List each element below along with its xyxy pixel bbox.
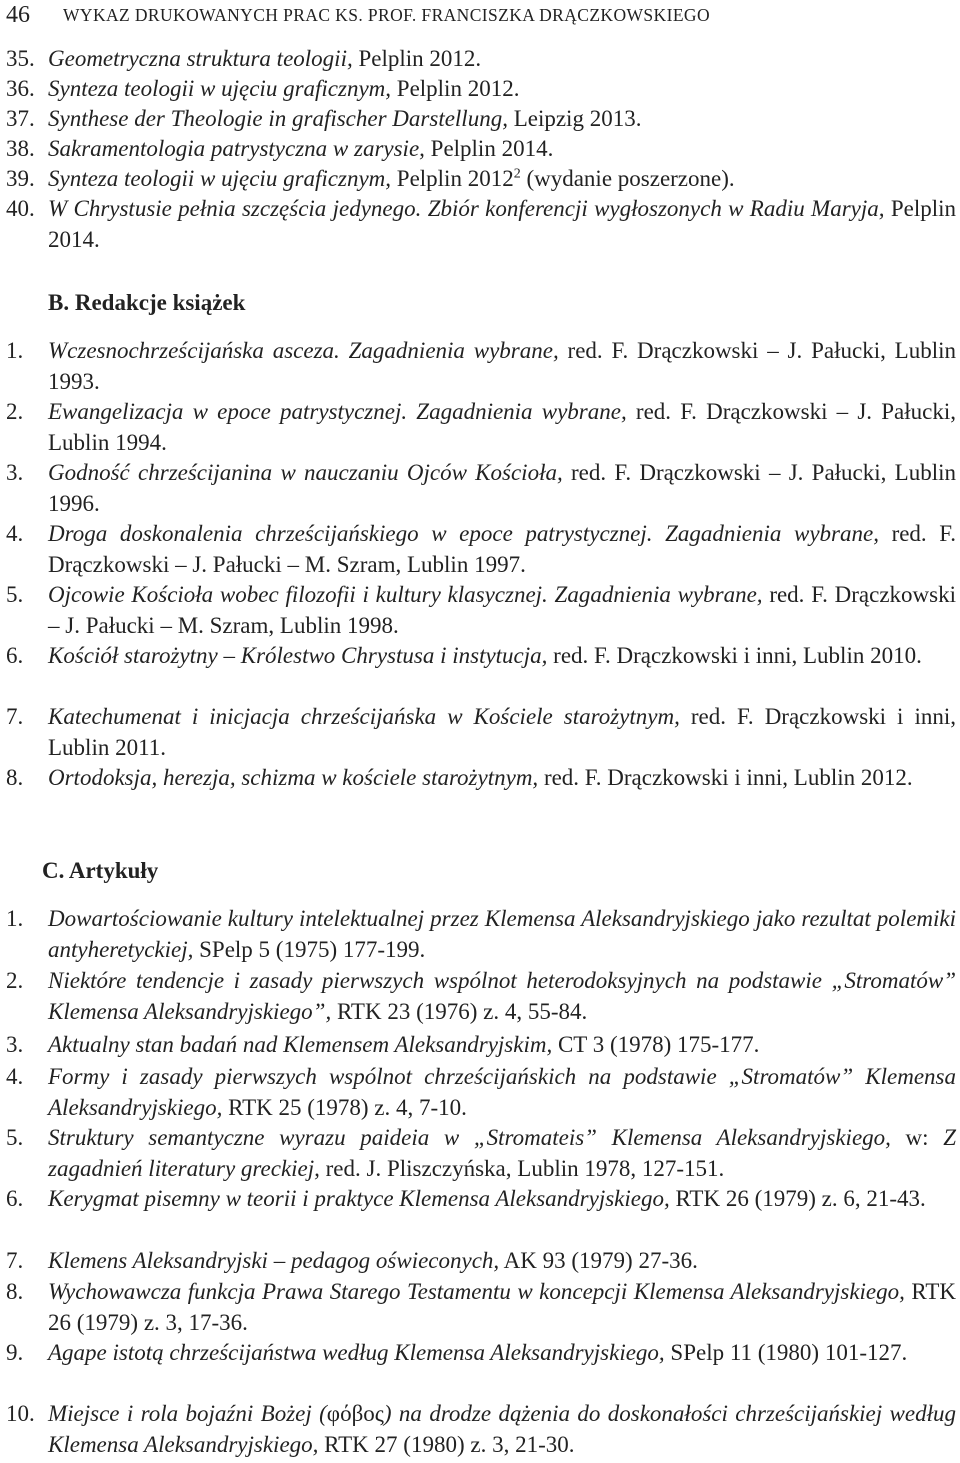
list-item: 35. Geometryczna struktura teologii, Pelplin 2012. [6, 46, 482, 71]
list-item: 2. Ewangelizacja w epoce patrystycznej. Zagadnienia wybrane, red. F. Drączkowski – J. Pałucki, Lublin 1994. [6, 399, 956, 455]
list-item: 40. W Chrystusie pełnia szczęścia jedynego. Zbiór konferencji wygłoszonych w Radiu Maryja, Pelplin 2014. [6, 196, 957, 252]
page-header [6, 0, 710, 30]
list-item: 8. Ortodoksja, herezja, schizma w kościele starożytnym, red. F. Drączkowski i inni, Lublin 2012. [6, 765, 913, 790]
section-heading-c: C. Artykuły [42, 858, 159, 883]
running-title: WYKAZ DRUKOWANYCH PRAC KS. PROF. FRANCISZKA DRĄCZKOWSKIEGO [63, 4, 710, 25]
list-item: 36. Synteza teologii w ujęciu graficznym, Pelplin 2012. [6, 76, 520, 101]
page-number: 46 [6, 1, 30, 28]
list-item: 37. Synthese der Theologie in grafischer Darstellung, Leipzig 2013. [6, 106, 642, 131]
list-item: 5. Ojcowie Kościoła wobec filozofii i kultury klasycznej. Zagadnienia wybrane, red. F. Drączkowski – J. Pałucki – M. Szram, Lublin 1998. [6, 582, 956, 638]
list-item: 1. Wczesnochrześcijańska asceza. Zagadnienia wybrane, red. F. Drączkowski – J. Pałucki, Lublin 1993. [6, 338, 957, 394]
list-item: 5. Struktury semantyczne wyrazu paideia w „Stromateis” Klemensa Aleksandryjskiego, w: Z zagadnień literatury greckiej, red. J. Pliszczyńska, Lublin 1978, 127-151. [6, 1125, 956, 1181]
list-item: 6. Kościół starożytny – Królestwo Chrystusa i instytucja, red. F. Drączkowski i inni, Lublin 2010. [6, 643, 922, 668]
list-item: 8. Wychowawcza funkcja Prawa Starego Testamentu w koncepcji Klemensa Aleksandryjskiego, RTK 26 (1979) z. 3, 17-36. [6, 1279, 957, 1335]
list-item: 6. Kerygmat pisemny w teorii i praktyce Klemensa Aleksandryjskiego, RTK 26 (1979) z. 6, 21-43. [6, 1186, 926, 1211]
list-item: 3. Aktualny stan badań nad Klemensem Aleksandryjskim, CT 3 (1978) 175-177. [6, 1032, 760, 1057]
list-item: 9. Agape istotą chrześcijaństwa według Klemensa Aleksandryjskiego, SPelp 11 (1980) 101-127. [6, 1340, 908, 1365]
list-item: 7. Katechumenat i inicjacja chrześcijańska w Kościele starożytnym, red. F. Drączkowski i inni, Lublin 2011. [6, 704, 956, 760]
list-item: 38. Sakramentologia patrystyczna w zarysie, Pelplin 2014. [6, 136, 554, 161]
list-item: 3. Godność chrześcijanina w nauczaniu Ojców Kościoła, red. F. Drączkowski – J. Pałucki, Lublin 1996. [6, 460, 957, 516]
greek-word: φόβος [326, 1401, 384, 1426]
section-heading-b: B. Redakcje książek [48, 290, 246, 315]
list-item: 7. Klemens Aleksandryjski – pedagog oświeconych, AK 93 (1979) 27-36. [6, 1248, 698, 1273]
list-item: 39. Synteza teologii w ujęciu graficznym, Pelplin 2012$^2$ (wydanie poszerzone). [6, 166, 735, 191]
list-item: 10. Miejsce i rola bojaźni Bożej (φόβος) na drodze dążenia do doskonałości chrześcijańskiej według Klemensa Aleksandryjskiego, RTK 27 (1980) z. 3, 21-30. [6, 1401, 956, 1457]
list-item: 4. Droga doskonalenia chrześcijańskiego w epoce patrystycznej. Zagadnienia wybrane, red. F. Drączkowski – J. Pałucki – M. Szram, Lublin 1997. [6, 521, 956, 577]
list-item: 2. Niektóre tendencje i zasady pierwszych wspólnot heterodoksyjnych na podstawie „Stromatów” Klemensa Aleksandryjskiego”, RTK 23 (1976) z. 4, 55-84. [6, 968, 956, 1024]
list-item: 4. Formy i zasady pierwszych wspólnot chrześcijańskich na podstawie „Stromatów” Klemensa Aleksandryjskiego, RTK 25 (1978) z. 4, 7-10. [6, 1064, 956, 1120]
list-item: 1. Dowartościowanie kultury intelektualnej przez Klemensa Aleksandryjskiego jako rezultat polemiki antyheretyckiej, SPelp 5 (1975) 177-199. [6, 906, 956, 962]
